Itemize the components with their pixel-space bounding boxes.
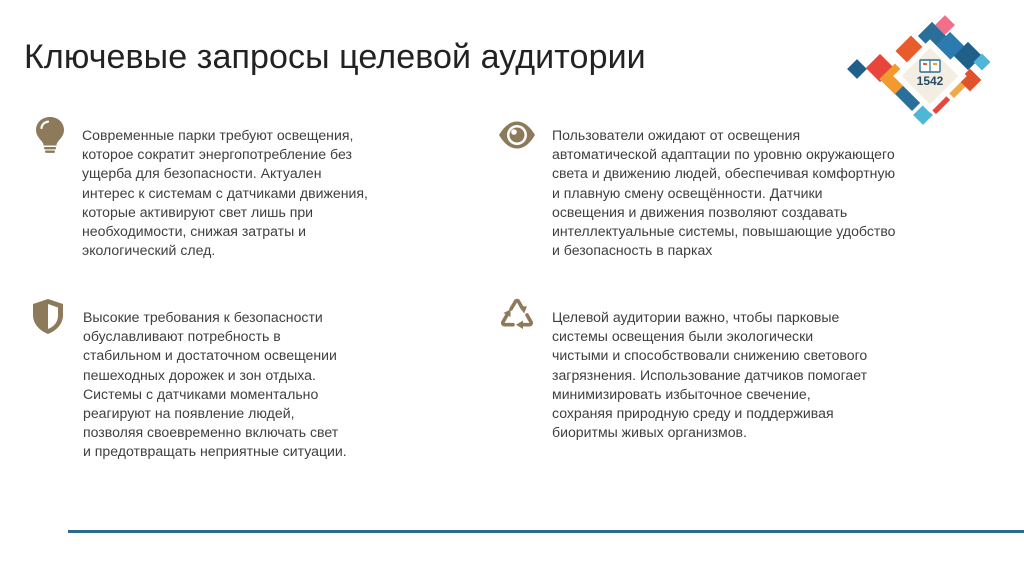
slide-title: Ключевые запросы целевой аудитории xyxy=(24,38,646,76)
text-line: и безопасность в парках xyxy=(552,242,713,259)
text-line: ущерба для безопасности. Актуален xyxy=(82,165,322,182)
text-line: и предотвращать неприятные ситуации. xyxy=(83,443,347,460)
text-line: и плавную смену освещённости. Датчики xyxy=(552,184,823,201)
text-line: биоритмы живых организмов. xyxy=(552,424,747,441)
bottom-divider xyxy=(68,530,1024,533)
text-line: экологический след. xyxy=(82,242,216,259)
card-text xyxy=(82,126,368,260)
text-line: реагируют на появление людей, xyxy=(83,405,295,422)
logo-mosaic-icon xyxy=(840,12,1000,132)
text-line: Целевой аудитории важно, чтобы парковые xyxy=(552,309,840,325)
card-text xyxy=(552,308,867,442)
text-line: стабильном и достаточном освещении xyxy=(83,347,337,364)
text-line: системы освещения были экологически xyxy=(552,328,814,345)
text-line: которые активируют свет лишь при xyxy=(82,203,314,220)
text-line: чистыми и способствовали снижению светового xyxy=(552,347,868,364)
text-line: Современные парки требуют освещения, xyxy=(82,127,354,143)
text-line: автоматической адаптации по уровню окружающего xyxy=(552,146,895,163)
eye-icon xyxy=(497,115,537,155)
text-line: Пользователи ожидают от освещения xyxy=(552,127,801,143)
recycle-icon xyxy=(497,296,537,336)
text-line: сохраняя природную среду и поддерживая xyxy=(552,405,834,422)
text-line: освещения и движения позволяют создавать xyxy=(552,203,848,220)
text-line: света и движению людей, обеспечивая комфортную xyxy=(552,165,896,182)
text-line: интеллектуальные системы, повышающие удобство xyxy=(552,223,896,240)
text-line: загрязнения. Использование датчиков помогает xyxy=(552,366,868,383)
lightbulb-icon xyxy=(30,114,70,154)
text-line: Системы с датчиками моментально xyxy=(83,385,319,402)
card-text xyxy=(83,308,347,462)
text-line: которое сократит энергопотребление без xyxy=(82,146,352,163)
text-line: Высокие требования к безопасности xyxy=(83,309,323,325)
text-line: позволяя своевременно включать свет xyxy=(83,424,339,441)
shield-icon xyxy=(28,296,68,336)
text-line: минимизировать избыточное свечение, xyxy=(552,385,811,402)
text-line: пешеходных дорожек и зон отдыха. xyxy=(83,366,316,383)
text-line: интерес к системам с датчиками движения, xyxy=(82,184,368,201)
text-line: необходимости, снижая затраты и xyxy=(82,223,307,240)
text-line: обуславливают потребность в xyxy=(83,328,281,345)
logo-number: 1542 xyxy=(916,74,944,88)
school-logo xyxy=(840,12,1000,132)
card-text xyxy=(552,126,896,260)
